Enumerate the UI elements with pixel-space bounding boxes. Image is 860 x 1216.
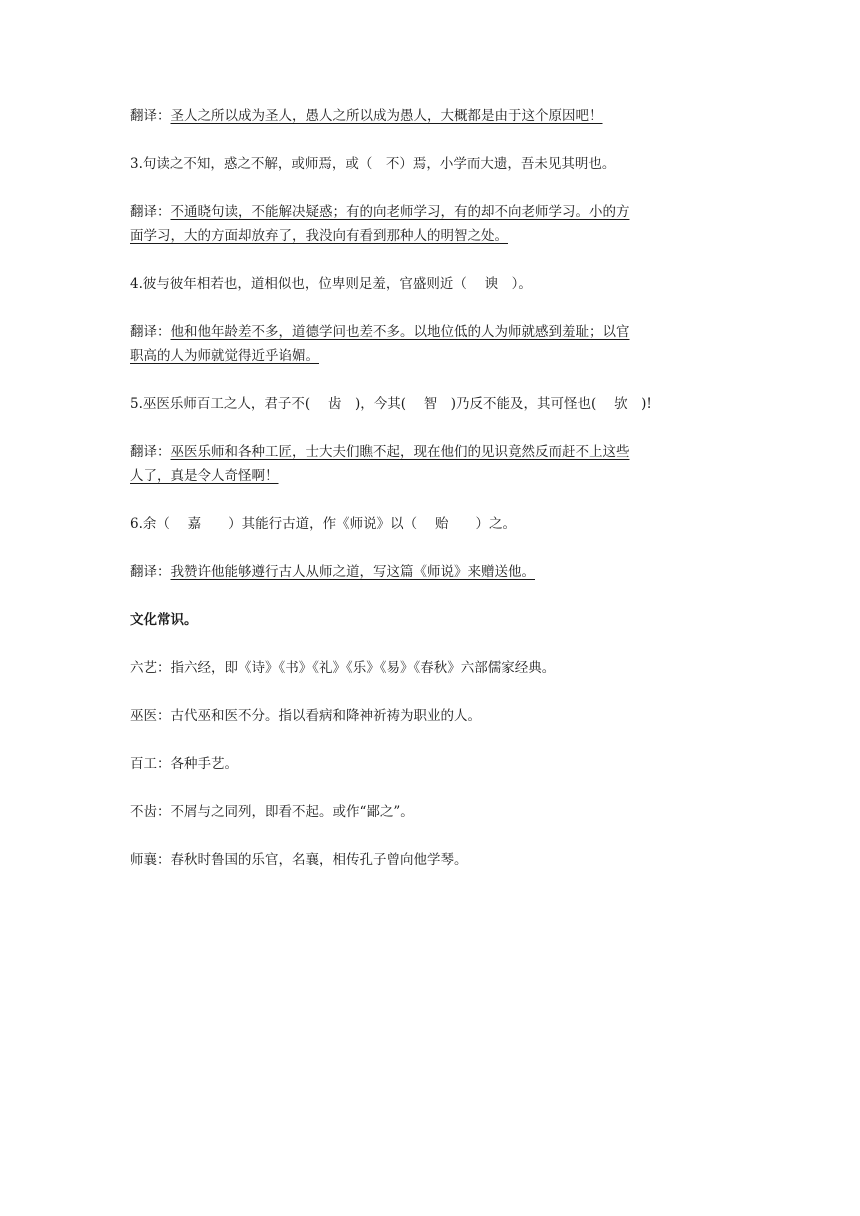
translation-label: 翻译： xyxy=(130,204,171,220)
translation-4-line-1 xyxy=(130,320,740,344)
knowledge-item: 六艺：指六经，即《诗》《书》《礼》《乐》《易》《春秋》六部儒家经典。 xyxy=(130,660,556,676)
translation-3-line-2 xyxy=(130,224,740,248)
question-5: 5.巫医乐师百工之人，君子不( 齿 )，今其( 智 )乃反不能及，其可怪也( 欤 )! xyxy=(130,396,652,412)
question-6: 6.余（ 嘉 ）其能行古道，作《师说》以（ 贻 ）之。 xyxy=(130,516,516,532)
knowledge-item: 百工：各种手艺。 xyxy=(130,756,238,772)
translation-4-line-2 xyxy=(130,344,740,368)
knowledge-item: 师襄：春秋时鲁国的乐官，名襄，相传孔子曾向他学琴。 xyxy=(130,852,468,868)
translation-label: 翻译： xyxy=(130,324,171,340)
translation-text: 他和他年龄差不多，道德学问也差不多。以地位低的人为师就感到羞耻；以官 xyxy=(170,324,630,340)
translation-3-line-1 xyxy=(130,200,740,224)
section-heading: 文化常识。 xyxy=(130,612,198,628)
knowledge-item: 巫医：古代巫和医不分。指以看病和降神祈祷为职业的人。 xyxy=(130,708,481,724)
translation-6 xyxy=(130,560,740,584)
translation-5-line-2 xyxy=(130,464,740,488)
translation-text: 职高的人为师就觉得近乎谄媚。 xyxy=(130,348,319,364)
translation-text: 不通晓句读，不能解决疑惑；有的向老师学习，有的却不向老师学习。小的方 xyxy=(170,204,630,220)
knowledge-item: 不齿：不屑与之同列，即看不起。或作“鄙之”。 xyxy=(130,804,414,820)
translation-5-line-1 xyxy=(130,440,740,464)
translation-label: 翻译： xyxy=(130,108,171,124)
question-3: 3.句读之不知，惑之不解，或师焉，或（ 不）焉，小学而大遗，吾未见其明也。 xyxy=(130,156,616,172)
translation-text: 巫医乐师和各种工匠，士大夫们瞧不起，现在他们的见识竟然反而赶不上这些 xyxy=(170,444,630,460)
translation-label: 翻译： xyxy=(130,564,171,580)
translation-label: 翻译： xyxy=(130,444,171,460)
translation-text: 圣人之所以成为圣人，愚人之所以成为愚人，大概都是由于这个原因吧！ xyxy=(170,108,603,124)
translation-1 xyxy=(130,104,740,128)
translation-text: 我赞许他能够遵行古人从师之道，写这篇《师说》来赠送他。 xyxy=(170,564,535,580)
translation-text: 人了，真是令人奇怪啊！ xyxy=(130,468,279,484)
translation-text: 面学习，大的方面却放弃了，我没向有看到那种人的明智之处。 xyxy=(130,228,508,244)
question-4: 4.彼与彼年相若也，道相似也，位卑则足羞，官盛则近（ 谀 ）。 xyxy=(130,276,532,292)
